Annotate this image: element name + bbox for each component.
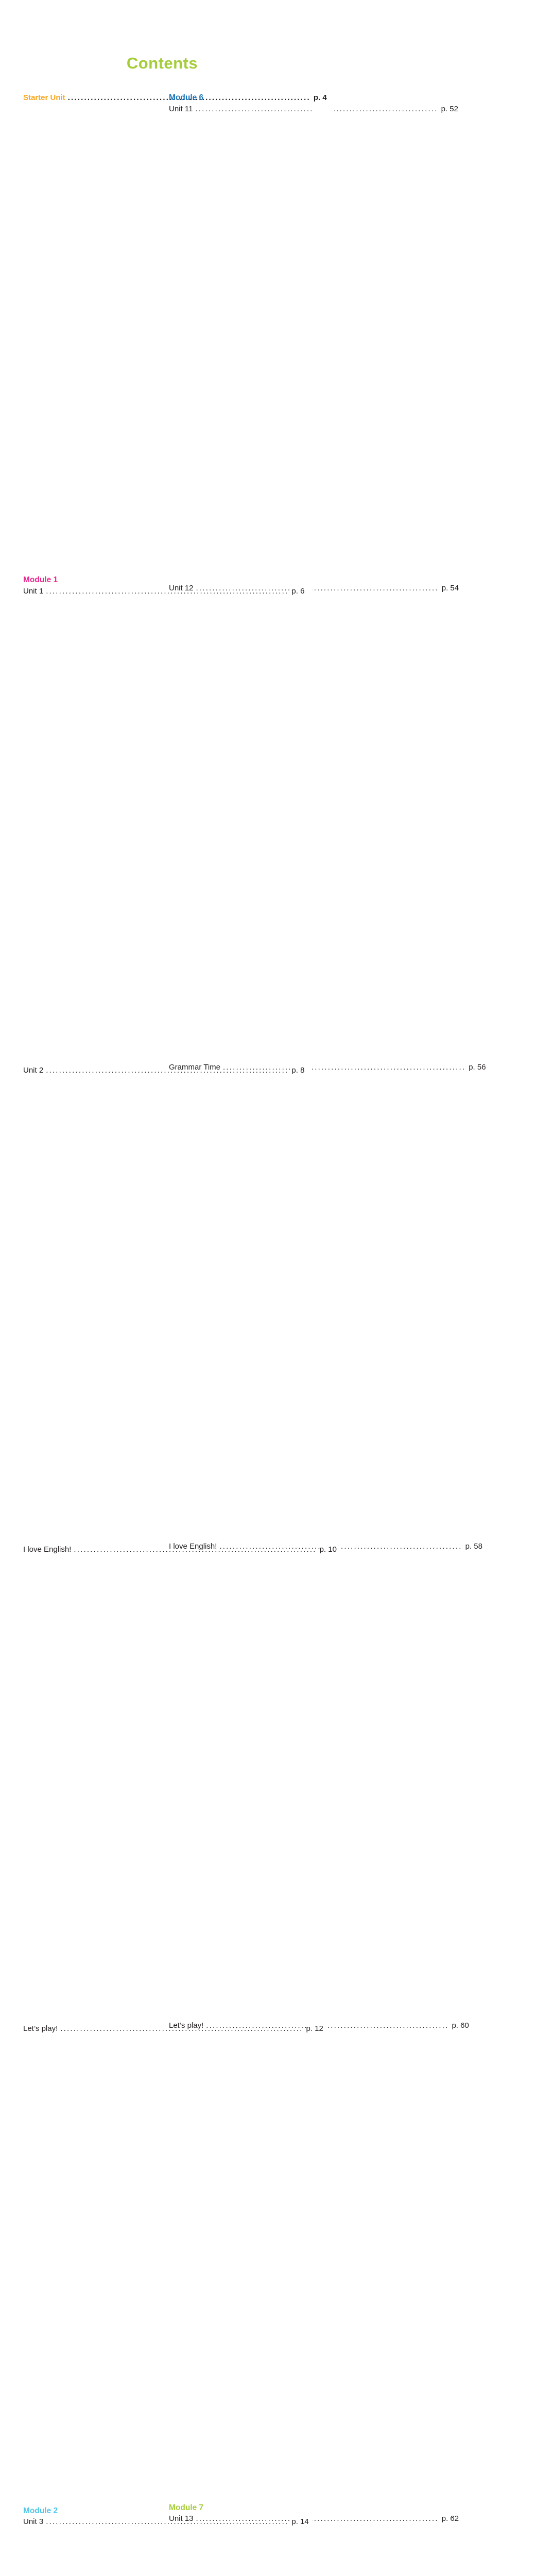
toc-entry-label: Unit 1 [23, 586, 44, 596]
dot-leader [196, 2513, 439, 2524]
module-header: Module 7 [169, 2503, 204, 2512]
toc-entry-page: p. 10 [320, 1544, 340, 2023]
toc-entry-label: Grammar Time [169, 1062, 221, 1072]
toc-entry [169, 104, 458, 583]
toc-entry-page: p. 14 [291, 2516, 312, 2576]
toc-entry-label: Let’s play! [169, 2021, 204, 2030]
toc-entry-page: p. 62 [442, 2513, 462, 2576]
toc-entry-label: Unit 11 [169, 104, 193, 113]
toc-entry-label: Let’s play! [23, 2024, 58, 2033]
toc-entry-label: Unit 2 [23, 1065, 44, 1075]
toc-entry-page: p. 52 [441, 104, 462, 583]
toc-entry-label: Unit 12 [169, 583, 194, 592]
toc-entry-page: p. 56 [469, 1062, 489, 1541]
page-title: Contents [126, 54, 198, 72]
toc-entry-label: Starter Unit [23, 93, 65, 103]
toc-entry-label: I love English! [23, 1545, 72, 1554]
toc-entry-label: Unit 13 [169, 2514, 194, 2523]
toc-entry-page: p. 8 [291, 1065, 312, 1544]
toc-entry-page: p. 60 [452, 2020, 472, 2499]
dot-leader [196, 583, 439, 594]
module-header: Module 6 [169, 93, 204, 103]
toc-entry-page: p. 6 [291, 586, 312, 1065]
toc-entry [23, 2023, 323, 2502]
toc-entry-page: p. 12 [306, 2023, 326, 2502]
dot-leader [223, 1062, 465, 1073]
toc-entry-label: I love English! [169, 1541, 217, 1551]
toc-columns [0, 92, 486, 2576]
dot-leader [219, 1541, 462, 1552]
module-header: Module 2 [23, 2506, 58, 2515]
toc-entry [23, 1544, 337, 2023]
toc-entry-page: p. 54 [442, 583, 462, 1062]
toc-entry-label: Unit 3 [23, 2517, 44, 2527]
module-header: Module 1 [23, 575, 58, 585]
contents-page [0, 54, 486, 2527]
toc-entry-page: p. 4 [314, 92, 334, 571]
toc-entry-page: p. 58 [465, 1541, 486, 2020]
